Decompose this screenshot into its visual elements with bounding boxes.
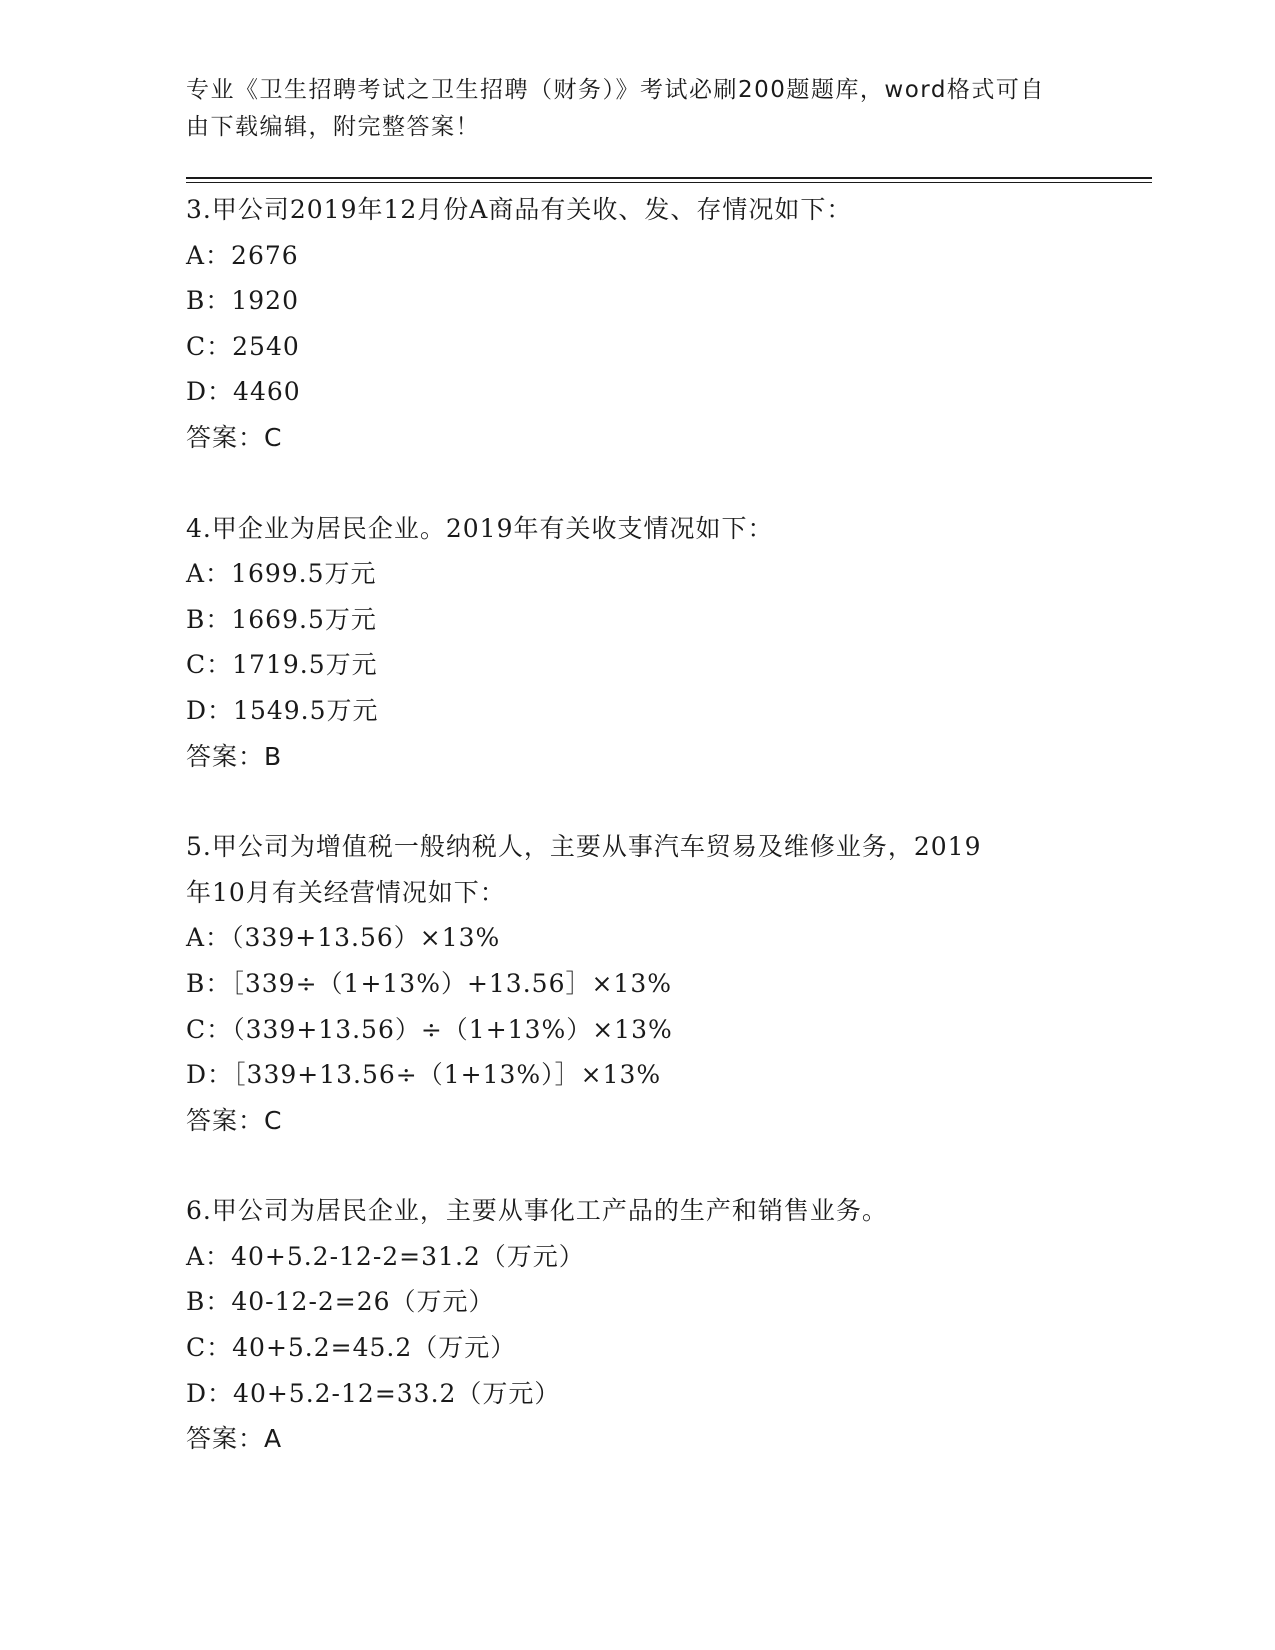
option-d: D：4460 <box>186 377 301 407</box>
option-b: B：1920 <box>186 286 299 316</box>
option-a: A：2676 <box>186 240 299 270</box>
question-5 <box>186 824 1086 1143</box>
option-a: A：1699.5万元 <box>186 559 377 589</box>
option-d: D：1549.5万元 <box>186 695 379 725</box>
answer-line: 答案：A <box>186 1424 283 1454</box>
header-divider-thin <box>186 182 1152 183</box>
question-4 <box>186 506 1086 780</box>
option-c: C：2540 <box>186 331 300 361</box>
option-a: A：（339+13.56）×13% <box>186 923 501 953</box>
header-line-2: 由下载编辑，附完整答案！ <box>186 114 480 140</box>
question-3 <box>186 187 1086 461</box>
option-d: D：40+5.2-12=33.2（万元） <box>186 1378 561 1408</box>
header-divider-thick <box>186 177 1152 179</box>
question-stem: 6.甲公司为居民企业，主要从事化工产品的生产和销售业务。 <box>186 1196 888 1226</box>
header-line-1: 专业《卫生招聘考试之卫生招聘（财务）》考试必刷200题题库，word格式可自 <box>186 77 1045 103</box>
option-c: C：1719.5万元 <box>186 650 378 680</box>
option-c: C：40+5.2=45.2（万元） <box>186 1333 517 1363</box>
option-d: D：［339+13.56÷（1+13%）］×13% <box>186 1060 662 1090</box>
question-stem: 4.甲企业为居民企业。2019年有关收支情况如下： <box>186 513 774 543</box>
answer-line: 答案：C <box>186 1105 283 1135</box>
question-6 <box>186 1188 1086 1462</box>
question-stem-line-1: 5.甲公司为增值税一般纳税人，主要从事汽车贸易及维修业务，2019 <box>186 832 982 862</box>
option-a: A：40+5.2-12-2=31.2（万元） <box>186 1241 585 1271</box>
option-b: B：1669.5万元 <box>186 604 377 634</box>
question-list <box>186 187 1086 1462</box>
answer-line: 答案：B <box>186 741 283 771</box>
option-b: B：40-12-2=26（万元） <box>186 1287 495 1317</box>
document-header <box>186 72 1066 146</box>
option-c: C：（339+13.56）÷（1+13%）×13% <box>186 1014 673 1044</box>
option-b: B：［339÷（1+13%）+13.56］×13% <box>186 968 672 998</box>
question-stem: 3.甲公司2019年12月份A商品有关收、发、存情况如下： <box>186 195 853 224</box>
question-stem-line-2: 年10月有关经营情况如下： <box>186 877 506 907</box>
answer-line: 答案：C <box>186 422 283 452</box>
